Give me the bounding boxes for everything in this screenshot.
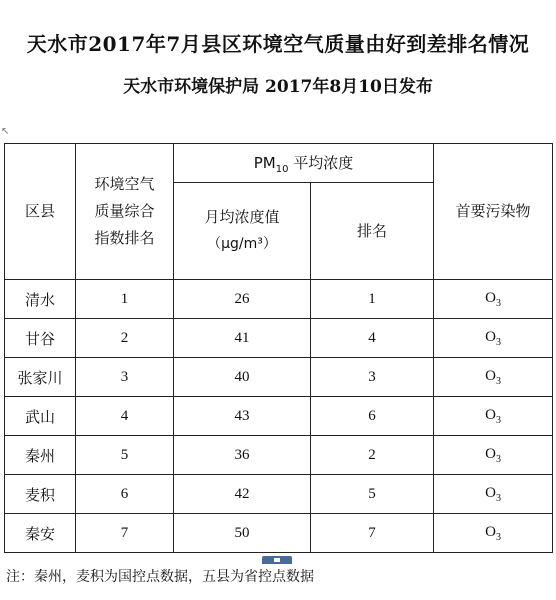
pm-prefix: PM bbox=[253, 153, 276, 172]
cell-district: 麦积 bbox=[5, 475, 76, 514]
cell-district: 秦州 bbox=[5, 436, 76, 475]
cell-pm10-rank: 2 bbox=[311, 436, 434, 475]
cell-pm10-rank: 1 bbox=[311, 280, 434, 319]
pollutant-symbol: O bbox=[485, 445, 496, 462]
cell-pm10-value: 42 bbox=[174, 475, 311, 514]
cell-pm10-value: 36 bbox=[174, 436, 311, 475]
header-pm10-rank: 排名 bbox=[311, 183, 434, 280]
pollutant-symbol: O bbox=[485, 484, 496, 501]
cell-pm10-value: 40 bbox=[174, 358, 311, 397]
table-move-handle-icon[interactable]: ↖ bbox=[1, 126, 10, 137]
pollutant-subscript: 3 bbox=[495, 492, 501, 504]
document-title: 天水市2017年7月县区环境空气质量由好到差排名情况 bbox=[26, 32, 530, 56]
header-primary-pollutant: 首要污染物 bbox=[434, 144, 553, 280]
table-row bbox=[5, 319, 553, 358]
resize-handle-icon[interactable] bbox=[262, 556, 292, 564]
cell-district: 武山 bbox=[5, 397, 76, 436]
pollutant-subscript: 3 bbox=[495, 414, 501, 426]
cell-aqi-rank: 5 bbox=[76, 436, 174, 475]
cell-pm10-rank: 7 bbox=[311, 514, 434, 553]
pm-suffix: 平均浓度 bbox=[288, 153, 354, 172]
cell-primary-pollutant bbox=[434, 358, 553, 397]
cell-aqi-rank: 7 bbox=[76, 514, 174, 553]
table-row bbox=[5, 436, 553, 475]
header-pm10-group bbox=[174, 144, 434, 183]
cell-aqi-rank: 6 bbox=[76, 475, 174, 514]
pollutant-subscript: 3 bbox=[495, 453, 501, 465]
cell-aqi-rank: 3 bbox=[76, 358, 174, 397]
cell-pm10-value: 26 bbox=[174, 280, 311, 319]
cell-primary-pollutant bbox=[434, 475, 553, 514]
cell-primary-pollutant bbox=[434, 319, 553, 358]
header-district: 区县 bbox=[5, 144, 76, 280]
pollutant-symbol: O bbox=[485, 523, 496, 540]
cell-aqi-rank: 1 bbox=[76, 280, 174, 319]
cell-pm10-value: 50 bbox=[174, 514, 311, 553]
cell-pm10-value: 41 bbox=[174, 319, 311, 358]
pollutant-symbol: O bbox=[485, 328, 496, 345]
pollutant-symbol: O bbox=[485, 406, 496, 423]
cell-district: 清水 bbox=[5, 280, 76, 319]
header-unit: （μg/m³） bbox=[207, 236, 277, 252]
cell-pm10-rank: 6 bbox=[311, 397, 434, 436]
document-subtitle: 天水市环境保护局 2017年8月10日发布 bbox=[123, 77, 433, 97]
header-monthly-avg-line: 月均浓度值 bbox=[204, 208, 280, 226]
pollutant-symbol: O bbox=[485, 367, 496, 384]
pollutant-subscript: 3 bbox=[495, 297, 501, 309]
cell-primary-pollutant bbox=[434, 397, 553, 436]
pollutant-symbol: O bbox=[485, 289, 496, 306]
header-aqi-rank-line: 质量综合 bbox=[94, 202, 155, 220]
cell-district: 甘谷 bbox=[5, 319, 76, 358]
table-row bbox=[5, 514, 553, 553]
header-aqi-rank bbox=[76, 144, 174, 280]
table-row bbox=[5, 280, 553, 319]
table-body bbox=[5, 280, 553, 553]
table-row bbox=[5, 358, 553, 397]
header-aqi-rank-line: 指数排名 bbox=[94, 229, 155, 247]
cell-aqi-rank: 2 bbox=[76, 319, 174, 358]
cell-primary-pollutant bbox=[434, 436, 553, 475]
pollutant-subscript: 3 bbox=[495, 336, 501, 348]
pm-subscript: 10 bbox=[275, 163, 289, 175]
footnote: 注：秦州，麦积为国控点数据，五县为省控点数据 bbox=[6, 569, 314, 585]
cell-district: 张家川 bbox=[5, 358, 76, 397]
table-row bbox=[5, 397, 553, 436]
table-row bbox=[5, 475, 553, 514]
cell-primary-pollutant bbox=[434, 514, 553, 553]
ranking-table bbox=[4, 143, 553, 553]
pollutant-subscript: 3 bbox=[495, 531, 501, 543]
cell-pm10-value: 43 bbox=[174, 397, 311, 436]
cell-pm10-rank: 4 bbox=[311, 319, 434, 358]
cell-district: 秦安 bbox=[5, 514, 76, 553]
cell-aqi-rank: 4 bbox=[76, 397, 174, 436]
header-monthly-avg bbox=[174, 183, 311, 280]
pollutant-subscript: 3 bbox=[495, 375, 501, 387]
cell-pm10-rank: 3 bbox=[311, 358, 434, 397]
cell-pm10-rank: 5 bbox=[311, 475, 434, 514]
cell-primary-pollutant bbox=[434, 280, 553, 319]
header-aqi-rank-line: 环境空气 bbox=[94, 175, 155, 193]
